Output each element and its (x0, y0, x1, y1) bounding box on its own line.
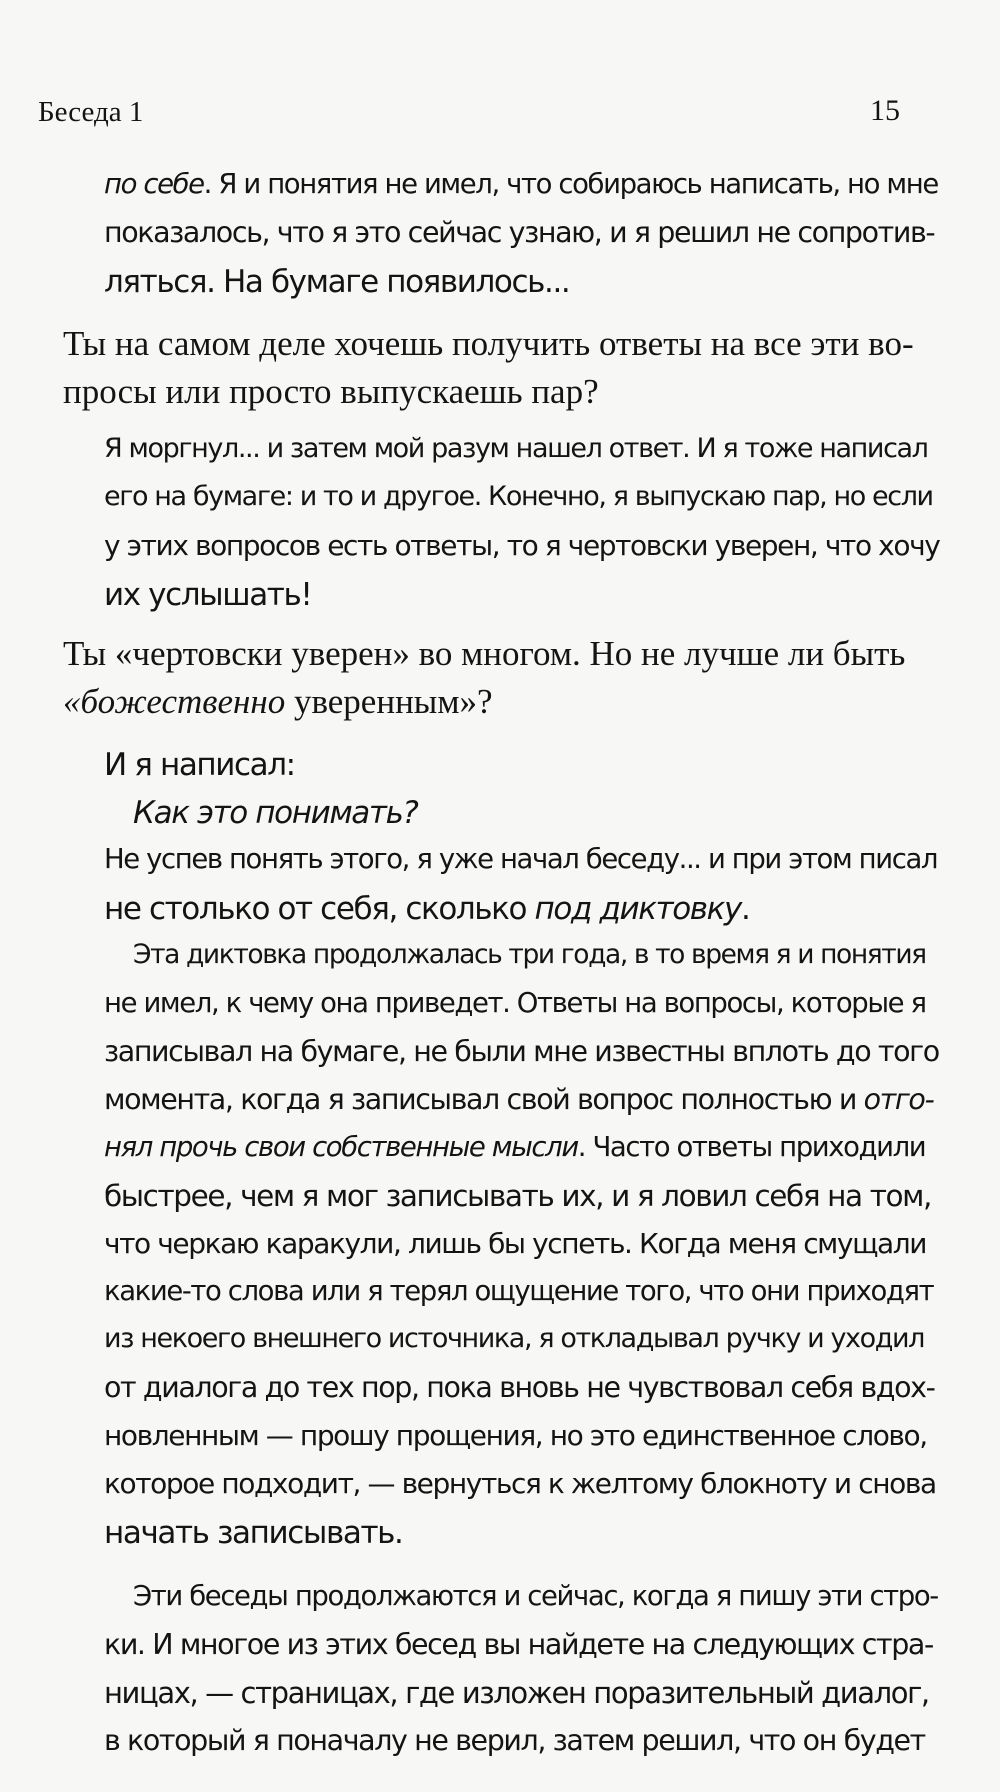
text-line: И я написал: (104, 747, 295, 783)
text-line: не столько от себя, сколько под диктовку. (104, 891, 750, 927)
text-line: ки. И многое из этих бесед вы найдете на следующих стра- (104, 1628, 933, 1661)
text-line: Не успев понять этого, я уже начал беседу... и при этом писал (104, 843, 938, 875)
text-line: из некоего внешнего источника, я откладывал ручку и уходил (104, 1323, 925, 1354)
text-line: какие-то слова или я терял ощущение того, что они приходят (104, 1275, 934, 1307)
dialogue-line: просы или просто выпускаешь пар? (63, 372, 599, 411)
text-line (133, 795, 418, 831)
text-line: в который я поначалу не верил, затем решил, что он будет (104, 1724, 925, 1757)
text-line: их услышать! (104, 577, 312, 613)
running-header-chapter: Беседа 1 (38, 96, 144, 128)
dialogue-line: Ты на самом деле хочешь получить ответы на все эти во- (63, 324, 914, 363)
dialogue-line: «божественно уверенным»? (63, 682, 493, 721)
text-line: его на бумаге: и то и другое. Конечно, я выпускаю пар, но если (104, 481, 933, 512)
italic-phrase: отго- (863, 1083, 934, 1116)
text-line: момента, когда я записывал свой вопрос полностью и отго- (104, 1083, 934, 1116)
italic-phrase: нял прочь свои собственные мысли (104, 1131, 578, 1163)
text-line: что черкаю каракули, лишь бы успеть. Когда меня смущали (104, 1227, 927, 1260)
text-line: не имел, к чему она приведет. Ответы на вопросы, которые я (104, 987, 926, 1019)
text-line: ляться. На бумаге появилось... (104, 264, 570, 300)
text-line: Эта диктовка продолжалась три года, в то время я и понятия (133, 939, 926, 970)
text-line: начать записывать. (104, 1515, 403, 1551)
text-line: записывал на бумаге, не были мне известны вплоть до того (104, 1035, 939, 1068)
italic-phrase: под диктовку (534, 891, 741, 927)
text-line: у этих вопросов есть ответы, то я чертовски уверен, что хочу (104, 529, 940, 562)
text-line: быстрее, чем я мог записывать их, и я ловил себя на том, (104, 1179, 931, 1213)
italic-phrase: по себе (104, 168, 204, 200)
text-line: ницах, — страницах, где изложен поразительный диалог, (104, 1676, 929, 1710)
text-line: показалось, что я это сейчас узнаю, и я решил не сопротив- (104, 216, 935, 249)
dialogue-line: Ты «чертовски уверен» во многом. Но не лучше ли быть (63, 634, 906, 673)
text-line: нял прочь свои собственные мысли. Часто ответы приходили (104, 1131, 926, 1163)
text-line: которое подходит, — вернуться к желтому блокноту и снова (104, 1467, 936, 1500)
page-number: 15 (870, 94, 900, 127)
text-line: по себе. Я и понятия не имел, что собираюсь написать, но мне (104, 168, 938, 200)
italic-phrase: «божественно (63, 682, 286, 721)
italic-phrase: Как это понимать? (133, 795, 418, 831)
text-line: новленным — прошу прощения, но это единственное слово, (104, 1419, 927, 1452)
text-line: Эти беседы продолжаются и сейчас, когда я пишу эти стро- (133, 1580, 938, 1612)
text-line: от диалога до тех пор, пока вновь не чувствовал себя вдох- (104, 1371, 935, 1404)
text-line: Я моргнул... и затем мой разум нашел ответ. И я тоже написал (104, 433, 928, 464)
